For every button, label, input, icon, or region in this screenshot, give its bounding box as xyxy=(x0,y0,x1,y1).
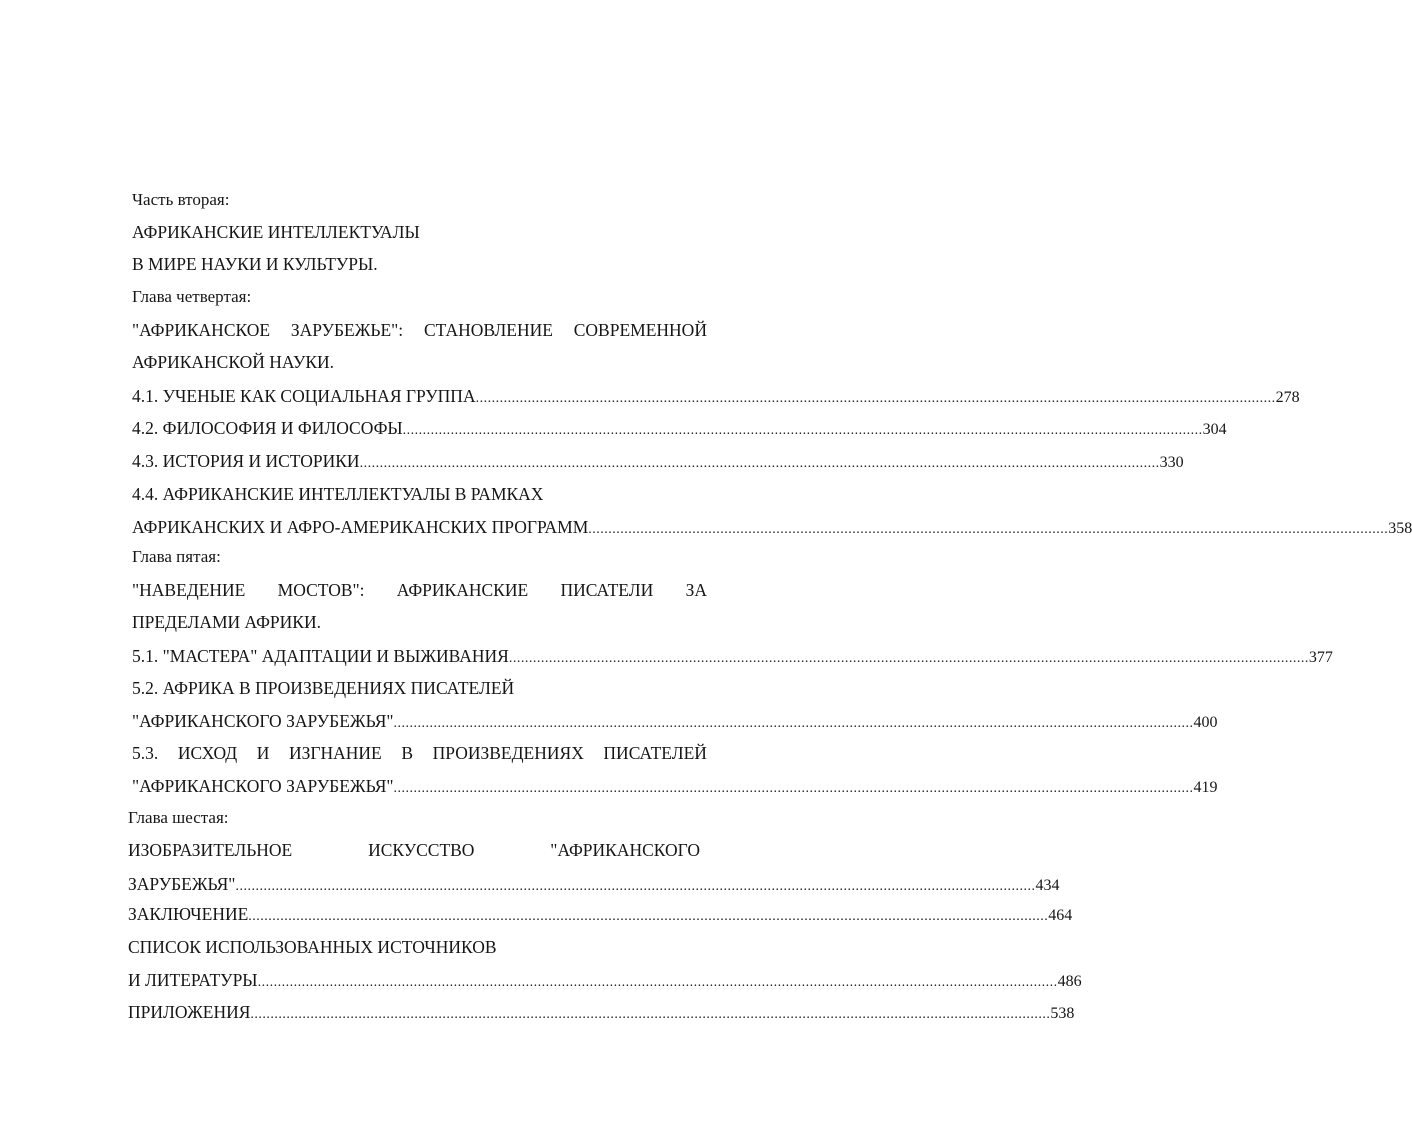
toc-entry xyxy=(132,709,1218,733)
toc-word: МОСТОВ": xyxy=(277,580,365,600)
toc-page-number: 486 xyxy=(1057,973,1082,990)
toc-title-line: АФРИКАНСКОЙ НАУКИ. xyxy=(132,352,335,372)
toc-entry-title: ЗАКЛЮЧЕНИЕ xyxy=(128,904,249,924)
toc-word: ИСКУССТВО xyxy=(368,840,475,860)
toc-entry-title: 4.2. ФИЛОСОФИЯ И ФИЛОСОФЫ xyxy=(132,418,403,438)
toc-entry-title: 4.3. ИСТОРИЯ И ИСТОРИКИ xyxy=(132,451,360,471)
toc-word: ИСХОД xyxy=(177,743,238,763)
toc-justified-line xyxy=(128,838,700,862)
toc-dot-leader: ........................................................................................................................................................................................................ xyxy=(402,423,1203,438)
toc-justified-line xyxy=(132,578,707,602)
toc-word: И xyxy=(256,743,270,763)
toc-dot-leader: ........................................................................................................................................................................................................ xyxy=(257,975,1058,990)
toc-word: СОВРЕМЕННОЙ xyxy=(573,320,707,340)
toc-word: ЗАРУБЕЖЬЕ": xyxy=(290,320,404,340)
toc-title-line: АФРИКАНСКИЕ ИНТЕЛЛЕКТУАЛЫ xyxy=(132,222,420,242)
toc-word: ПИСАТЕЛЕЙ xyxy=(603,743,707,763)
toc-page-number: 278 xyxy=(1275,389,1300,406)
toc-entry-title: И ЛИТЕРАТУРЫ xyxy=(128,970,258,990)
toc-page-number: 419 xyxy=(1193,779,1218,796)
toc-word: "АФРИКАНСКОЕ xyxy=(132,320,271,340)
toc-entry-title: АФРИКАНСКИХ И АФРО-АМЕРИКАНСКИХ ПРОГРАММ xyxy=(132,517,589,537)
toc-part-heading: Часть вторая: xyxy=(132,190,230,209)
toc-justified-line xyxy=(132,741,707,765)
toc-page-number: 358 xyxy=(1388,520,1412,537)
toc-part-heading: Глава шестая: xyxy=(128,808,229,827)
toc-dot-leader: ........................................................................................................................................................................................................ xyxy=(235,879,1036,894)
toc-page-number: 400 xyxy=(1193,714,1218,731)
toc-dot-leader: ........................................................................................................................................................................................................ xyxy=(250,1007,1051,1022)
toc-dot-leader: ........................................................................................................................................................................................................ xyxy=(393,716,1194,731)
toc-entry xyxy=(132,416,1227,440)
toc-word: ЗА xyxy=(685,580,707,600)
toc-entry-title: "АФРИКАНСКОГО ЗАРУБЕЖЬЯ" xyxy=(132,711,394,731)
toc-page-number: 377 xyxy=(1308,649,1333,666)
toc-justified-line xyxy=(132,318,707,342)
toc-dot-leader: ........................................................................................................................................................................................................ xyxy=(475,391,1276,406)
toc-entry xyxy=(132,774,1218,798)
toc-title-line: 5.2. АФРИКА В ПРОИЗВЕДЕНИЯХ ПИСАТЕЛЕЙ xyxy=(132,678,515,698)
toc-title-line: ПРЕДЕЛАМИ АФРИКИ. xyxy=(132,612,321,632)
toc-part-heading: Глава пятая: xyxy=(132,547,221,566)
toc-entry-title: "АФРИКАНСКОГО ЗАРУБЕЖЬЯ" xyxy=(132,776,394,796)
toc-word: ПИСАТЕЛИ xyxy=(560,580,654,600)
toc-title-line: В МИРЕ НАУКИ И КУЛЬТУРЫ. xyxy=(132,254,378,274)
toc-dot-leader: ........................................................................................................................................................................................................ xyxy=(588,522,1389,537)
toc-page-number: 538 xyxy=(1050,1005,1075,1022)
toc-word: "НАВЕДЕНИЕ xyxy=(132,580,246,600)
toc-part-heading: Глава четвертая: xyxy=(132,287,252,306)
toc-word: ИЗОБРАЗИТЕЛЬНОЕ xyxy=(128,840,293,860)
toc-title-line: 4.4. АФРИКАНСКИЕ ИНТЕЛЛЕКТУАЛЫ В РАМКАХ xyxy=(132,484,544,504)
toc-page-number: 330 xyxy=(1159,454,1184,471)
toc-entry-title: ЗАРУБЕЖЬЯ" xyxy=(128,874,236,894)
toc-word: ИЗГНАНИЕ xyxy=(288,743,382,763)
toc-entry xyxy=(132,515,1412,539)
toc-entry xyxy=(128,872,1060,896)
toc-word: 5.3. xyxy=(132,743,159,763)
toc-entry-title: 5.1. "МАСТЕРА" АДАПТАЦИИ И ВЫЖИВАНИЯ xyxy=(132,646,509,666)
toc-dot-leader: ........................................................................................................................................................................................................ xyxy=(359,456,1160,471)
toc-dot-leader: ........................................................................................................................................................................................................ xyxy=(248,909,1049,924)
toc-entry xyxy=(132,384,1300,408)
toc-word: ПРОИЗВЕДЕНИЯХ xyxy=(432,743,584,763)
toc-word: АФРИКАНСКИЕ xyxy=(396,580,529,600)
toc-dot-leader: ........................................................................................................................................................................................................ xyxy=(393,781,1194,796)
toc-entry xyxy=(132,644,1333,668)
toc-word: "АФРИКАНСКОГО xyxy=(550,840,700,860)
toc-dot-leader: ........................................................................................................................................................................................................ xyxy=(508,651,1309,666)
toc-page-number: 304 xyxy=(1202,421,1227,438)
toc-entry xyxy=(128,968,1082,992)
toc-entry-title: 4.1. УЧЕНЫЕ КАК СОЦИАЛЬНАЯ ГРУППА xyxy=(132,386,476,406)
toc-word: СТАНОВЛЕНИЕ xyxy=(423,320,553,340)
toc-entry xyxy=(128,1000,1075,1024)
toc-title-line: СПИСОК ИСПОЛЬЗОВАННЫХ ИСТОЧНИКОВ xyxy=(128,937,497,957)
toc-entry xyxy=(132,449,1184,473)
toc-entry xyxy=(128,902,1073,926)
toc-entry-title: ПРИЛОЖЕНИЯ xyxy=(128,1002,251,1022)
toc-page-number: 464 xyxy=(1048,907,1073,924)
toc-page-number: 434 xyxy=(1035,877,1060,894)
toc-word: В xyxy=(401,743,414,763)
